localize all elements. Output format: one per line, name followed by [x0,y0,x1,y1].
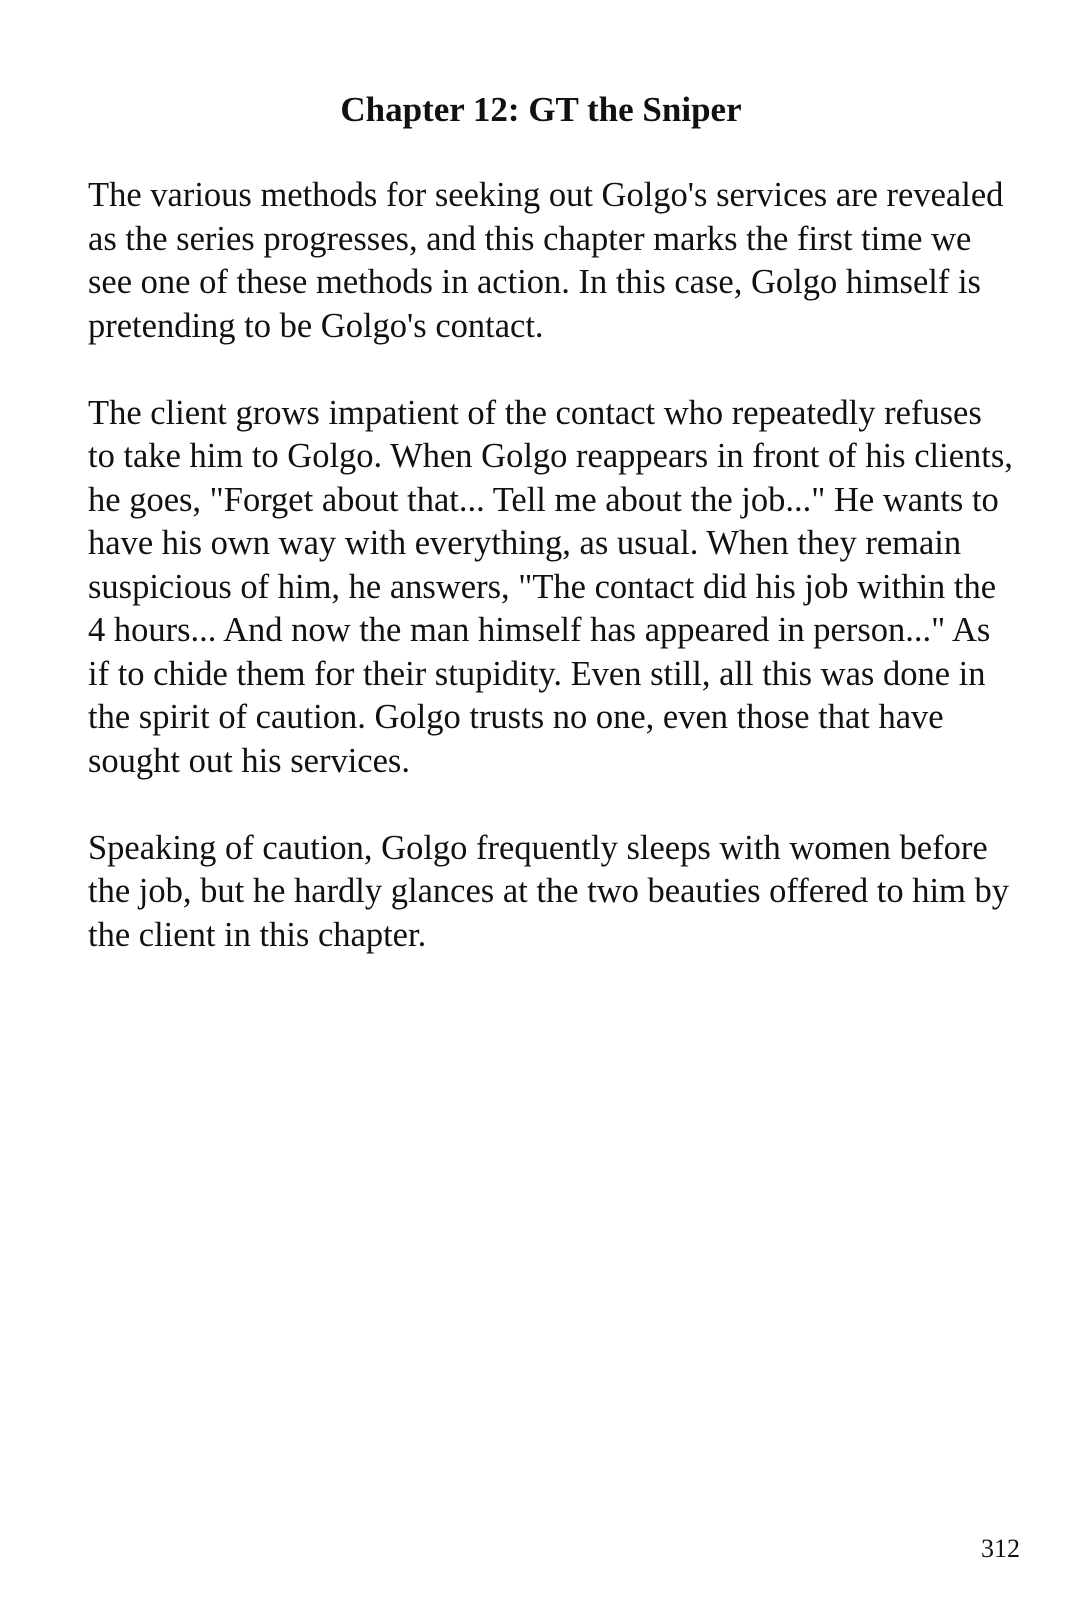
paragraph-1: The various methods for seeking out Golgo's services are revealed as the series progresses, and this chapter marks the first time we see one of these methods in action. In this case, Golgo himself is pretending to be Golgo's contact. [88,176,1004,345]
paragraph-3: Speaking of caution, Golgo frequently sleeps with women before the job, but he hardly glances at the two beauties offered to him by the client in this chapter. [88,828,1010,954]
paragraph-2: The client grows impatient of the contact who repeatedly refuses to take him to Golgo. When Golgo reappears in front of his clients, he goes, "Forget about that... Tell me about the job..." He wants to have his own way with everything, as usual. When they remain suspicious of him, he answers, "The contact did his job within the 4 hours... And now the man himself has appeared in person..." As if to chide them for their stupidity. Even still, all this was done in the spirit of caution. Golgo trusts no one, even those that have sought out his services. [88,393,1013,780]
page-number: 312 [981,1534,1020,1563]
body-text [88,174,1013,1001]
chapter-title: Chapter 12: GT the Sniper [340,90,742,129]
